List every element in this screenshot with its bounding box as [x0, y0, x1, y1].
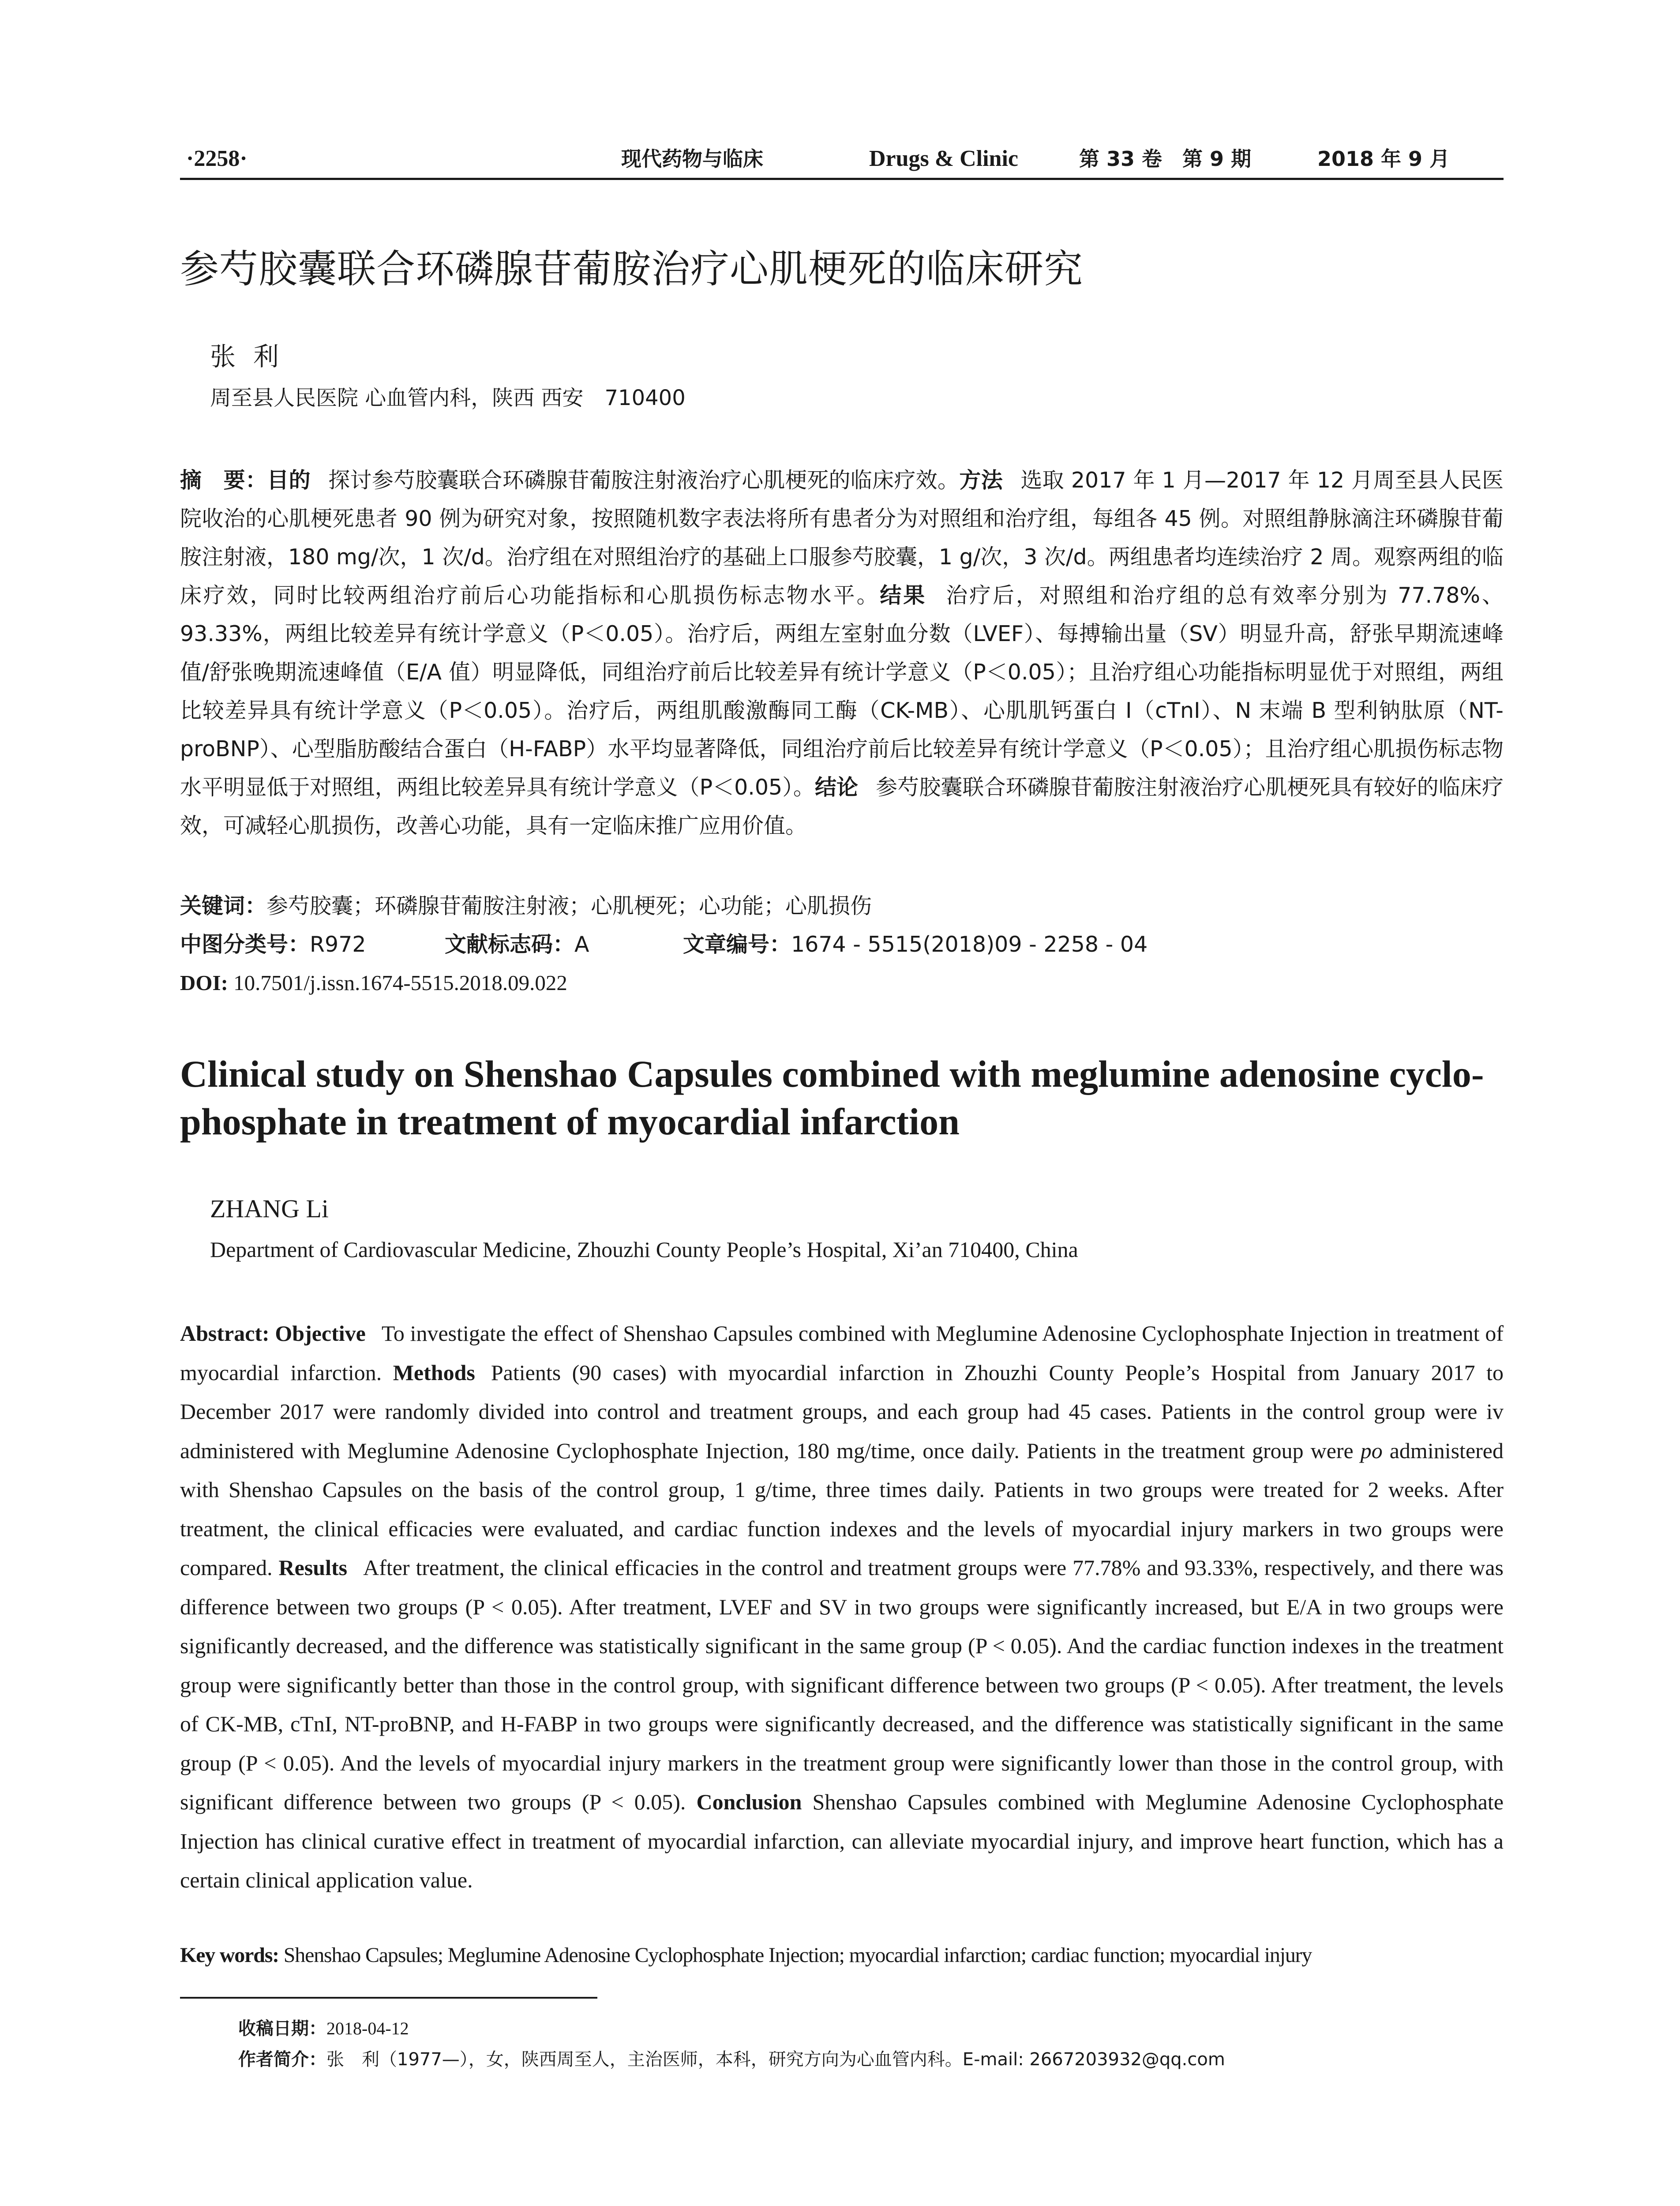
doi-label: DOI:: [180, 971, 228, 995]
keywords-en: [180, 1938, 1504, 1973]
keywords-text-en: Shenshao Capsules; Meglumine Adenosine Cyclophosphate Injection; myocardial infarction; cardiac function; myocardial injury: [283, 1943, 1312, 1967]
chinese-author: 张利: [210, 341, 297, 371]
methods-po: po: [1360, 1438, 1383, 1463]
keywords-cn: [180, 887, 872, 925]
results-text-en: After treatment, the clinical efficacies in the control and treatment groups were 77.78% and 93.33%, respectively, and there was difference between two groups (P < 0.05). After treatment, LVEF and SV in two groups were significantly increased, but E/A in two groups were significantly decreased, and the difference was statistically significant in the same group (P < 0.05). And the cardiac function indexes in the treatment group were significantly better than those in the control group, with significant difference between two groups (P < 0.05). After treatment, the levels of CK-MB, cTnI, NT-proBNP, and H-FABP in two groups were significantly decreased, and the difference was statistically significant in the same group (P < 0.05). And the levels of myocardial injury markers in the treatment group were significantly lower than those in the control group, with significant difference between two groups (P < 0.05).: [180, 1555, 1504, 1814]
doi-value: 10.7501/j.issn.1674-5515.2018.09.022: [233, 971, 567, 995]
article-id-value: 1674 - 5515(2018)09 - 2258 - 04: [791, 932, 1148, 957]
author-bio: [238, 2046, 1225, 2073]
volume-issue: 第 33 卷 第 9 期: [1079, 147, 1252, 171]
english-affiliation: Department of Cardiovascular Medicine, Zhouzhi County People’s Hospital, Xi’an 710400, China: [210, 1237, 1078, 1262]
header-rule: [180, 178, 1504, 180]
classification-line: [180, 925, 1148, 964]
conclusion-text-cn: 参芍胶囊联合环磷腺苷葡胺注射液治疗心肌梗死具有较好的临床疗效，可减轻心肌损伤，改善心功能，具有一定临床推广应用价值。: [180, 775, 1504, 838]
results-label-en: Results: [278, 1555, 348, 1580]
methods-label-en: Methods: [393, 1360, 475, 1385]
received-value: 2018-04-12: [326, 2018, 409, 2038]
journal-name-cn: 现代药物与临床: [621, 147, 763, 171]
objective-label-en: Objective: [275, 1321, 366, 1346]
conclusion-text-en: Shenshao Capsules combined with Meglumine Adenosine Cyclophosphate Injection has clinical curative effect in treatment of myocardial infarction, can alleviate myocardial injury, and improve heart function, which has a certain clinical application value.: [180, 1790, 1504, 1892]
methods-text-en-b: administered with Shenshao Capsules on the basis of the control group, 1 g/time, three times daily. Patients in two groups were treated for 2 weeks. After treatment, the clinical efficacies were evaluated, and cardiac function indexes and the levels of myocardial injury markers in two groups were compared.: [180, 1438, 1504, 1580]
article-id-label: 文章编号：: [683, 932, 791, 957]
received-label: 收稿日期：: [238, 2018, 326, 2039]
doi-line: [180, 964, 567, 1002]
objective-label-cn: 目的: [267, 468, 311, 493]
chinese-title: 参芍胶囊联合环磷腺苷葡胺治疗心肌梗死的临床研究: [180, 246, 1084, 292]
chinese-abstract: [180, 461, 1504, 845]
received-date: [238, 2015, 409, 2042]
abstract-label-cn: 摘 要：: [180, 468, 267, 493]
bio-label: 作者简介：: [238, 2049, 326, 2070]
doc-code-label: 文献标志码：: [445, 932, 575, 957]
methods-text-en-a: Patients (90 cases) with myocardial infarction in Zhouzhi County People’s Hospital from January 2017 to December 2017 were randomly divided into control and treatment groups, and each group had 45 cases. Patients in the control group were iv administered with Meglumine Adenosine Cyclophosphate Injection, 180 mg/time, once daily. Patients in the treatment group were: [180, 1360, 1504, 1463]
page-number: ·2258·: [186, 146, 248, 171]
english-author: ZHANG Li: [210, 1194, 329, 1223]
results-label-cn: 结果: [880, 583, 927, 608]
methods-text-cn: 选取 2017 年 1 月—2017 年 12 月周至县人民医院收治的心肌梗死患者 90 例为研究对象，按照随机数字表法将所有患者分为对照组和治疗组，每组各 45 例。对照组静脉滴注环磷腺苷葡胺注射液，180 mg/次，1 次/d。治疗组在对照组治疗的基础上口服参芍胶囊，1 g/次，3 次/d。两组患者均连续治疗 2 周。观察两组的临床疗效，同时比较两组治疗前后心功能指标和心肌损伤标志物水平。: [180, 468, 1504, 608]
footnote-rule: [180, 1997, 597, 1999]
clc-label: 中图分类号：: [180, 932, 310, 957]
objective-text-en: To investigate the effect of Shenshao Capsules combined with Meglumine Adenosine Cyclophosphate Injection in treatment of myocardial infarction.: [180, 1321, 1504, 1385]
journal-name-en: Drugs & Clinic: [869, 146, 1018, 171]
conclusion-label-cn: 结论: [814, 775, 859, 800]
english-title: Clinical study on Shenshao Capsules combined with meglumine adenosine cyclo-phosphate in treatment of myocardial infarction: [180, 1053, 1484, 1143]
results-text-cn: 治疗后，对照组和治疗组的总有效率分别为 77.78%、93.33%，两组比较差异有统计学意义（P＜0.05）。治疗后，两组左室射血分数（LVEF）、每搏输出量（SV）明显升高，舒张早期流速峰值/舒张晚期流速峰值（E/A 值）明显降低，同组治疗前后比较差异有统计学意义（P＜0.05）；且治疗组心功能指标明显优于对照组，两组比较差异具有统计学意义（P＜0.05）。治疗后，两组肌酸激酶同工酶（CK-MB）、心肌肌钙蛋白 I（cTnI）、N 末端 B 型利钠肽原（NT-proBNP）、心型脂肪酸结合蛋白（H-FABP）水平均显著降低，同组治疗前后比较差异有统计学意义（P＜0.05）；且治疗组心肌损伤标志物水平明显低于对照组，两组比较差异具有统计学意义（P＜0.05）。: [180, 583, 1504, 800]
keywords-label-cn: 关键词：: [180, 893, 267, 919]
running-header: [180, 140, 1504, 177]
keywords-label-en: Key words:: [180, 1943, 279, 1967]
clc-value: R972: [310, 932, 366, 957]
doc-code-value: A: [574, 932, 589, 957]
english-abstract: [180, 1314, 1504, 1900]
methods-label-cn: 方法: [959, 468, 1003, 493]
objective-text-cn: 探讨参芍胶囊联合环磷腺苷葡胺注射液治疗心肌梗死的临床疗效。: [328, 468, 960, 493]
keywords-text-cn: 参芍胶囊；环磷腺苷葡胺注射液；心肌梗死；心功能；心肌损伤: [266, 893, 872, 919]
abstract-label-en: Abstract:: [180, 1321, 270, 1346]
conclusion-label-en: Conclusion: [696, 1790, 802, 1814]
issue-date: 2018 年 9 月: [1317, 147, 1450, 171]
bio-value: 张 利（1977—），女，陕西周至人，主治医师，本科，研究方向为心血管内科。E-mail: 2667203932@qq.com: [326, 2049, 1225, 2070]
chinese-affiliation: 周至县人民医院 心血管内科，陕西 西安 710400: [210, 386, 686, 410]
